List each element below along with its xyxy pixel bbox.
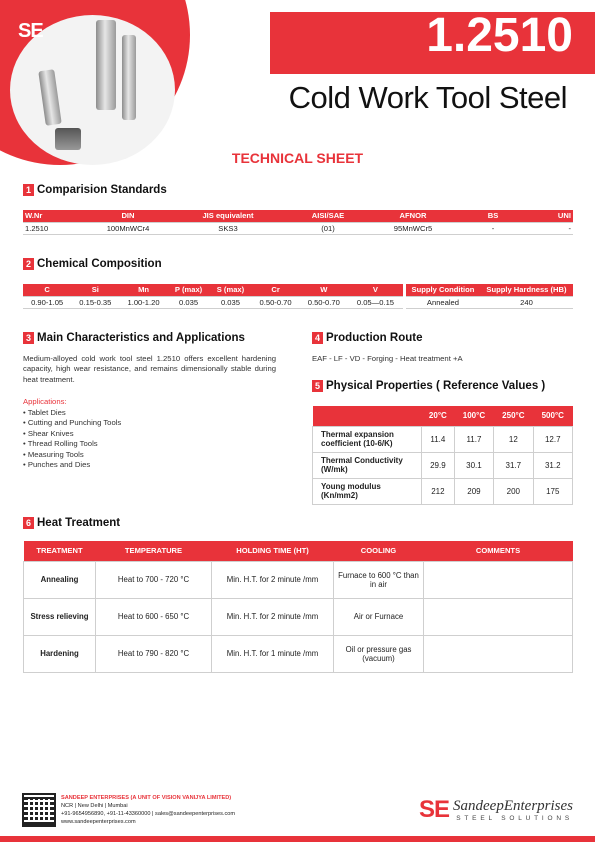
table-cell: 212 — [422, 478, 455, 504]
table-header: JIS equivalent — [173, 210, 283, 222]
characteristics-text: Medium-alloyed cold work tool steel 1.2510 offers excellent hardening capacity, high wear resistance, and remains dimensionally stable during heat treatment. — [23, 354, 276, 384]
table-cell: (01) — [283, 222, 373, 234]
table-cell: 0.035 — [209, 296, 251, 308]
table-cell: Furnace to 600 °C than in air — [334, 561, 424, 598]
table-cell: Min. H.T. for 1 minute /mm — [212, 635, 334, 672]
table-row — [24, 561, 573, 598]
table-cell: Heat to 600 - 650 °C — [96, 598, 212, 635]
list-item: • Punches and Dies — [23, 460, 91, 469]
section-title: Chemical Composition — [37, 258, 162, 270]
table-header: Cr — [251, 284, 299, 296]
table-header: TREATMENT — [24, 541, 96, 561]
table-cell: 11.7 — [454, 426, 493, 452]
punch-tool-image — [122, 35, 136, 120]
table-row — [313, 478, 573, 504]
section-number: 5 — [312, 380, 323, 392]
qr-code-icon[interactable] — [22, 793, 56, 827]
footer-contact — [61, 794, 235, 826]
punch-tool-image — [96, 20, 116, 110]
table-header: TEMPERATURE — [96, 541, 212, 561]
footer-website-link[interactable]: www.sandeepenterprises.com — [61, 819, 136, 825]
section-heading — [23, 184, 167, 196]
table-cell: Young modulus (Kn/mm2) — [313, 478, 422, 504]
table-cell: Thermal expansion coefficient (10-6/K) — [313, 426, 422, 452]
footer-logo — [419, 796, 573, 824]
supply-table — [406, 284, 573, 309]
table-cell: Air or Furnace — [334, 598, 424, 635]
table-cell: - — [453, 222, 533, 234]
table-header: 500°C — [533, 406, 572, 426]
table-cell: 0.035 — [168, 296, 210, 308]
footer-brand-name: SandeepEnterprises — [453, 798, 573, 814]
table-header: W.Nr — [23, 210, 83, 222]
table-cell: 1.00-1.20 — [119, 296, 167, 308]
list-item: • Tablet Dies — [23, 407, 66, 417]
table-cell: - — [533, 222, 573, 234]
table-header: Mn — [119, 284, 167, 296]
applications-list — [23, 397, 121, 471]
table-header: C — [23, 284, 71, 296]
table-header: AISI/SAE — [283, 210, 373, 222]
table-cell: 1.2510 — [23, 222, 83, 234]
table-header: W — [300, 284, 348, 296]
footer-phone-email[interactable]: +91-9654956890, +91-11-43360000 | sales@sandeepenterprises.com — [61, 811, 236, 817]
table-row — [24, 635, 573, 672]
table-header: S (max) — [209, 284, 251, 296]
grade-title: 1.2510 — [426, 9, 573, 62]
applications-title: Applications: — [23, 397, 67, 406]
table-cell: 100MnWCr4 — [83, 222, 173, 234]
table-header: 20°C — [422, 406, 455, 426]
table-cell: 29.9 — [422, 452, 455, 478]
chemical-composition-table — [23, 284, 403, 309]
table-cell — [424, 561, 573, 598]
table-header — [313, 406, 422, 426]
table-cell: Annealing — [24, 561, 96, 598]
table-header: BS — [453, 210, 533, 222]
table-cell: 31.2 — [533, 452, 572, 478]
table-cell: Heat to 700 - 720 °C — [96, 561, 212, 598]
table-cell: Heat to 790 - 820 °C — [96, 635, 212, 672]
footer-red-bar — [0, 836, 595, 842]
table-cell: Min. H.T. for 2 minute /mm — [212, 561, 334, 598]
table-cell: 209 — [454, 478, 493, 504]
table-cell — [424, 598, 573, 635]
section-title: Main Characteristics and Applications — [37, 332, 245, 344]
table-cell: 31.7 — [494, 452, 533, 478]
table-row — [313, 426, 573, 452]
logo-mark: SE — [18, 20, 43, 42]
table-cell — [424, 635, 573, 672]
section-title: Comparision Standards — [37, 184, 167, 196]
footer-company: SANDEEP ENTERPRISES (A UNIT OF VISION VANIJYA LIMITED) — [61, 795, 232, 801]
table-cell: 95MnWCr5 — [373, 222, 453, 234]
table-cell: 12 — [494, 426, 533, 452]
sheet-title: TECHNICAL SHEET — [231, 150, 364, 166]
section-heading — [312, 380, 545, 392]
section-heading — [23, 517, 120, 529]
section-number: 3 — [23, 332, 34, 344]
table-row — [406, 296, 573, 308]
section-heading — [23, 258, 162, 270]
table-header: Supply Condition — [406, 284, 480, 296]
table-header: DIN — [83, 210, 173, 222]
table-cell: 175 — [533, 478, 572, 504]
table-row — [313, 452, 573, 478]
table-header: Si — [71, 284, 119, 296]
table-cell: 0.50-0.70 — [300, 296, 348, 308]
table-cell: 0.90-1.05 — [23, 296, 71, 308]
section-title: Production Route — [326, 332, 423, 344]
table-cell: 240 — [480, 296, 573, 308]
list-item: • Shear Knives — [23, 428, 74, 438]
table-cell: Oil or pressure gas (vacuum) — [334, 635, 424, 672]
section-number: 1 — [23, 184, 34, 196]
table-cell: Annealed — [406, 296, 480, 308]
table-cell: Stress relieving — [24, 598, 96, 635]
die-block-image — [55, 128, 81, 150]
footer-cities: NCR | New Delhi | Mumbai — [61, 803, 128, 809]
list-item: • Cutting and Punching Tools — [23, 418, 122, 427]
section-number: 6 — [23, 517, 34, 529]
table-header: 250°C — [494, 406, 533, 426]
table-cell: 0.15-0.35 — [71, 296, 119, 308]
section-number: 4 — [312, 332, 323, 344]
table-row — [24, 598, 573, 635]
table-row — [23, 296, 403, 308]
table-cell: 11.4 — [422, 426, 455, 452]
comparison-table — [23, 210, 573, 235]
section-number: 2 — [23, 258, 34, 270]
table-cell: 0.50-0.70 — [251, 296, 299, 308]
section-heading — [312, 332, 422, 344]
footer-logo-mark: SE — [419, 796, 450, 823]
production-route-text: EAF - LF - VD - Forging - Heat treatment +A — [312, 354, 463, 363]
table-header: Supply Hardness (HB) — [480, 284, 573, 296]
table-cell: Min. H.T. for 2 minute /mm — [212, 598, 334, 635]
table-row — [23, 222, 573, 234]
list-item: • Measuring Tools — [23, 449, 84, 459]
table-cell: 12.7 — [533, 426, 572, 452]
table-cell: SKS3 — [173, 222, 283, 234]
table-header: UNI — [533, 210, 573, 222]
table-cell: 30.1 — [454, 452, 493, 478]
section-title: Heat Treatment — [37, 517, 121, 529]
table-header: HOLDING TIME (HT) — [212, 541, 334, 561]
table-cell: Thermal Conductivity (W/mk) — [313, 452, 422, 478]
table-header: P (max) — [168, 284, 210, 296]
table-header: 100°C — [454, 406, 493, 426]
table-cell: Hardening — [24, 635, 96, 672]
footer-brand-sub: STEEL SOLUTIONS — [456, 815, 573, 822]
table-header: AFNOR — [373, 210, 453, 222]
physical-properties-table — [312, 406, 573, 505]
table-header: COOLING — [334, 541, 424, 561]
section-title: Physical Properties ( Reference Values ) — [326, 380, 546, 392]
table-header: V — [348, 284, 403, 296]
table-cell: 0.05—0.15 — [348, 296, 403, 308]
list-item: • Thread Rolling Tools — [23, 439, 98, 448]
table-header: COMMENTS — [424, 541, 573, 561]
table-cell: 200 — [494, 478, 533, 504]
page-subtitle: Cold Work Tool Steel — [288, 80, 567, 115]
heat-treatment-table — [23, 541, 573, 673]
section-heading — [23, 332, 245, 344]
